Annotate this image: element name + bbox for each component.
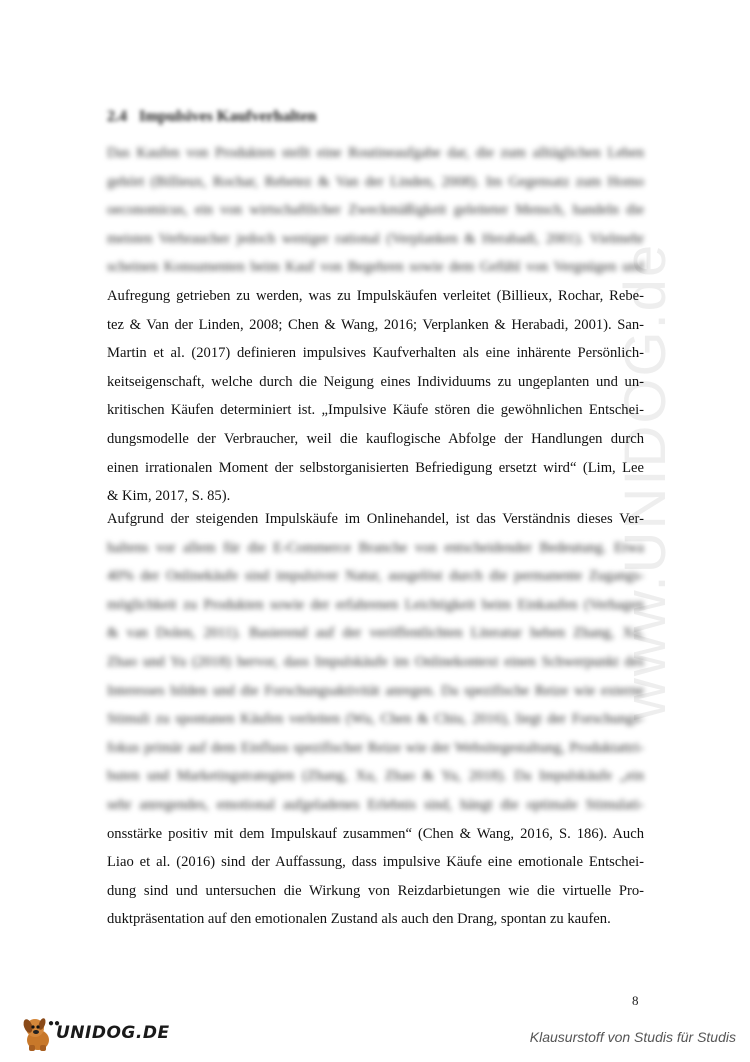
text-line: kritischen Käufen determiniert ist. „Impulsive Käufe stören die gewöhnlichen Entschei- — [107, 402, 644, 419]
text-line: onsstärke positiv mit dem Impulskauf zusammen“ (Chen & Wang, 2016, S. 186). Auch — [107, 825, 644, 842]
footer-tagline: Klausurstoff von Studis für Studis — [529, 1029, 736, 1045]
watermark: www.UNIDOG.de — [613, 242, 678, 720]
paw-icon: ●● — [48, 1018, 61, 1029]
text-line: Martin et al. (2017) definieren impulsives Kaufverhalten als eine inhärente Persönlich- — [107, 345, 644, 362]
text-line: fokus primär auf dem Einfluss spezifischer Reize wie der Websitegestaltung, Produktattri- — [107, 739, 644, 756]
text-line: Liao et al. (2016) sind der Auffassung, dass impulsive Käufe eine emotionale Entschei- — [107, 854, 644, 871]
text-line: Das Kaufen von Produkten stellt eine Routineaufgabe dar, die zum alltäglichen Leben — [107, 145, 644, 161]
text-line: Zhao und Yu (2018) hervor, dass Impulskäufe im Onlinekontext einen Schwerpunkt des — [107, 653, 644, 670]
section-title: Impulsives Kaufverhalten — [139, 108, 317, 125]
text-line: haltens vor allem für die E-Commerce Branche von entscheidender Bedeutung. Etwa — [107, 539, 644, 556]
text-line: dung sind und untersuchen die Wirkung von Reizdarbietungen wie die virtuelle Pro- — [107, 882, 644, 899]
text-line: meisten Verbraucher jedoch weniger rational (Verplanken & Herabadi, 2001). Vielmehr — [107, 230, 644, 247]
text-line: Interesses bilden und die Forschungsaktivität anregen. Da spezifische Reize wie externe — [107, 682, 644, 699]
text-line: gehört (Billieux, Rochar, Rebetez & Van der Linden, 2008). Im Gegensatz zum Homo — [107, 173, 644, 190]
text-line: 40% der Onlinekäufe sind impulsiver Natur, ausgelöst durch die permanente Zugangs- — [107, 568, 644, 585]
text-line: sehr anregendes, emotional aufgeladenes Erlebnis sind, hängt die optimale Stimulati- — [107, 796, 644, 813]
logo-text: UNIDOG.DE — [56, 1023, 170, 1043]
text-line: Aufregung getrieben zu werden, was zu Impulskäufen verleitet (Billieux, Rochar, Rebe- — [107, 287, 644, 304]
text-line: möglichkeit zu Produkten sowie der erfahrenen Leichtigkeit beim Einkaufen (Verhagen — [107, 596, 644, 613]
paragraph-1 — [107, 139, 644, 511]
section-heading — [107, 108, 316, 126]
text-line: tez & Van der Linden, 2008; Chen & Wang, 2016; Verplanken & Herabadi, 2001). San- — [107, 316, 644, 333]
text-line: buten und Marketingstrategien (Zhang, Xu, Zhao & Yu, 2018). Da Impulskäufe „ein — [107, 768, 644, 785]
text-line: einen irrationalen Moment der selbstorganisierten Befriedigung ersetzt wird“ (Lim, Lee — [107, 459, 644, 476]
text-line: & Kim, 2017, S. 85). — [107, 488, 231, 505]
text-line: oeconomicus, ein von wirtschaftlicher Zweckmäßigkeit geleiteter Mensch, handeln die — [107, 202, 644, 219]
section-number: 2.4 — [107, 108, 127, 125]
text-line: Stimuli zu spontanen Käufen verleiten (Wu, Chen & Chiu, 2016), liegt der Forschungs- — [107, 711, 644, 728]
text-line: duktpräsentation auf den emotionalen Zustand als auch den Drang, spontan zu kaufen. — [107, 911, 611, 928]
text-line: keitseigenschaft, welche durch die Neigung eines Individuums zu ungeplanten und un- — [107, 373, 644, 390]
page-number: 8 — [632, 993, 639, 1008]
text-line: Aufgrund der steigenden Impulskäufe im Onlinehandel, ist das Verständnis dieses Ver- — [107, 511, 644, 527]
text-line: scheinen Konsumenten beim Kauf von Begehren sowie dem Gefühl von Vergnügen und — [107, 259, 644, 276]
text-line: & van Dolen, 2011). Basierend auf der veröffentlichten Literatur heben Zhang, Xu, — [107, 625, 644, 642]
unidog-logo[interactable] — [20, 1012, 190, 1054]
paragraph-2 — [107, 505, 644, 934]
text-line: dungsmodelle der Verbraucher, weil die kauflogische Abfolge der Handlungen durch — [107, 430, 644, 447]
